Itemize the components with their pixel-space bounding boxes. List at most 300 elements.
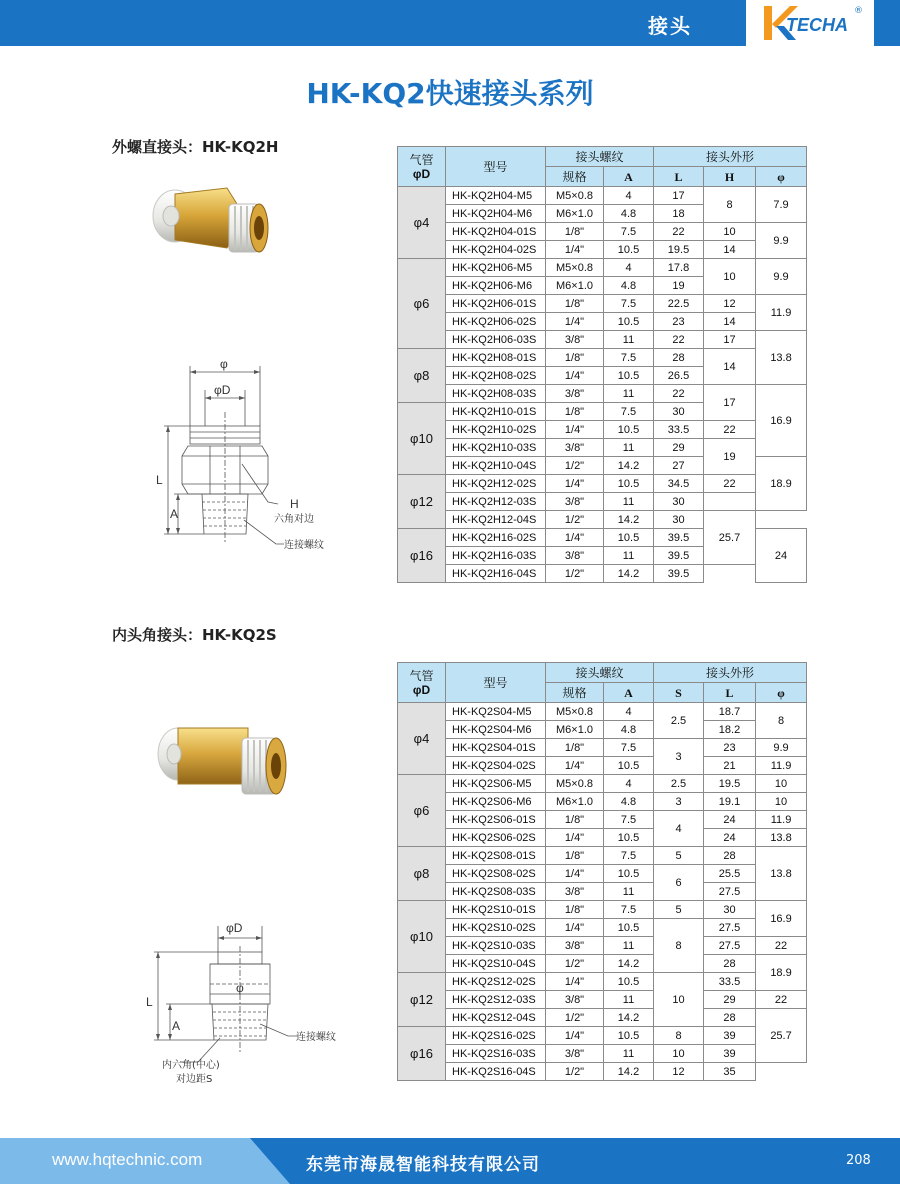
L-cell: 22 [654, 223, 704, 241]
A-cell: 11 [604, 1045, 654, 1063]
L-cell: 18.2 [704, 721, 756, 739]
L-cell: 19.5 [704, 775, 756, 793]
phi-cell: 16.9 [756, 385, 807, 457]
thread-spec-cell: 1/2" [546, 511, 604, 529]
model-cell: HK-KQ2S04-01S [446, 739, 546, 757]
table-row [398, 421, 807, 439]
S-cell: 2.5 [654, 775, 704, 793]
H-cell: 10 [704, 223, 756, 241]
dim2-phiD-label: φD [226, 921, 243, 935]
phi-cell: 9.9 [756, 259, 807, 295]
kq2s-product-photo [150, 710, 300, 820]
model-cell: HK-KQ2S04-02S [446, 757, 546, 775]
L-cell: 24 [704, 811, 756, 829]
tube-size-cell: φ10 [398, 403, 446, 475]
table-row [398, 919, 807, 937]
model-cell: HK-KQ2H08-03S [446, 385, 546, 403]
thread-spec-cell: M6×1.0 [546, 793, 604, 811]
table-row [398, 223, 807, 241]
model-cell: HK-KQ2H16-03S [446, 547, 546, 565]
L-cell: 30 [654, 493, 704, 511]
S-cell: 3 [654, 793, 704, 811]
A-cell: 11 [604, 547, 654, 565]
dim-L-label: L [156, 473, 163, 487]
header-size [398, 147, 446, 187]
table-row [398, 955, 807, 973]
A-cell: 11 [604, 493, 654, 511]
L-cell: 22 [654, 385, 704, 403]
A-cell: 14.2 [604, 955, 654, 973]
table-row [398, 187, 807, 205]
phi-cell: 18.9 [756, 457, 807, 511]
model-cell: HK-KQ2H10-04S [446, 457, 546, 475]
thread-spec-cell: M5×0.8 [546, 187, 604, 205]
L-cell: 27 [654, 457, 704, 475]
table-row [398, 775, 807, 793]
model-cell: HK-KQ2H10-03S [446, 439, 546, 457]
model-cell: HK-KQ2S04-M5 [446, 703, 546, 721]
S-cell: 8 [654, 919, 704, 973]
header-spec: 规格 [546, 167, 604, 187]
L-cell: 28 [654, 349, 704, 367]
model-cell: HK-KQ2H04-01S [446, 223, 546, 241]
table-row [398, 703, 807, 721]
phi-cell: 16.9 [756, 901, 807, 937]
H-cell: 24 [756, 529, 807, 583]
A-cell: 10.5 [604, 529, 654, 547]
table-row [398, 493, 807, 511]
hex-label: 六角对边 [274, 514, 314, 525]
phi-cell: 22 [756, 937, 807, 955]
L-cell: 30 [654, 403, 704, 421]
phi-cell: 13.8 [756, 829, 807, 847]
logo-text: TECHA [786, 15, 848, 35]
model-cell: HK-KQ2S06-M6 [446, 793, 546, 811]
tube-size-cell: φ12 [398, 973, 446, 1027]
header-size-bottom: φD [412, 682, 431, 697]
header-tail [874, 0, 900, 46]
A-cell: 10.5 [604, 865, 654, 883]
model-cell: HK-KQ2S08-02S [446, 865, 546, 883]
model-cell: HK-KQ2H10-01S [446, 403, 546, 421]
phi-cell: 13.8 [756, 847, 807, 901]
thread-spec-cell: 1/8" [546, 811, 604, 829]
H-cell: 17 [704, 331, 756, 349]
L-cell: 28 [704, 1009, 756, 1027]
A-cell: 14.2 [604, 1063, 654, 1081]
table-row [398, 847, 807, 865]
thread-spec-cell: 3/8" [546, 991, 604, 1009]
H-cell: 8 [704, 187, 756, 223]
dim-phi-label: φ [220, 357, 228, 371]
L-cell: 27.5 [704, 919, 756, 937]
kq2s-spec-table [397, 662, 807, 1081]
H-cell: 14 [704, 349, 756, 385]
tube-size-cell: φ4 [398, 703, 446, 775]
thread-spec-cell: 3/8" [546, 439, 604, 457]
model-cell: HK-KQ2S16-04S [446, 1063, 546, 1081]
A-cell: 10.5 [604, 421, 654, 439]
table-row [398, 511, 807, 529]
H-cell: 12 [704, 295, 756, 313]
L-cell: 35 [704, 1063, 756, 1081]
L-cell: 26.5 [654, 367, 704, 385]
tube-size-cell: φ6 [398, 775, 446, 847]
L-cell: 24 [704, 829, 756, 847]
thread-spec-cell: M6×1.0 [546, 205, 604, 223]
S-cell: 4 [654, 811, 704, 847]
phi-cell: 25.7 [704, 511, 756, 565]
A-cell: 10.5 [604, 475, 654, 493]
page-title: HK-KQ2快速接头系列 [306, 77, 594, 110]
model-cell: HK-KQ2H06-M6 [446, 277, 546, 295]
thread-spec-cell: 1/8" [546, 295, 604, 313]
phi-cell: 11.9 [756, 811, 807, 829]
L-cell: 39.5 [654, 529, 704, 547]
model-cell: HK-KQ2H16-04S [446, 565, 546, 583]
dim-phiD-label: φD [214, 383, 231, 397]
phi-cell: 10 [756, 793, 807, 811]
L-cell: 22 [654, 331, 704, 349]
table-row [398, 295, 807, 313]
thread-spec-cell: M5×0.8 [546, 259, 604, 277]
thread-spec-cell: 1/4" [546, 367, 604, 385]
S-cell: 3 [654, 739, 704, 775]
section-label-kq2s: 内头角接头：HK-KQ2S [112, 626, 277, 644]
A-cell: 7.5 [604, 739, 654, 757]
tube-size-cell: φ16 [398, 529, 446, 583]
table-row [398, 349, 807, 367]
L-cell: 39 [704, 1027, 756, 1045]
phi-cell: 10 [756, 775, 807, 793]
model-cell: HK-KQ2S16-03S [446, 1045, 546, 1063]
A-cell: 7.5 [604, 901, 654, 919]
thread-spec-cell: 1/8" [546, 349, 604, 367]
thread-spec-cell: 1/4" [546, 829, 604, 847]
A-cell: 14.2 [604, 511, 654, 529]
table-row [398, 739, 807, 757]
thread-spec-cell: 1/8" [546, 847, 604, 865]
L-cell: 19 [654, 277, 704, 295]
H-cell: 14 [704, 313, 756, 331]
model-cell: HK-KQ2H08-01S [446, 349, 546, 367]
model-cell: HK-KQ2H06-02S [446, 313, 546, 331]
A-cell: 7.5 [604, 847, 654, 865]
model-cell: HK-KQ2H10-02S [446, 421, 546, 439]
phi-cell: 11.9 [756, 757, 807, 775]
S-cell: 2.5 [654, 703, 704, 739]
header-model: 型号 [446, 663, 546, 703]
thread-spec-cell: M5×0.8 [546, 703, 604, 721]
L-cell: 23 [704, 739, 756, 757]
model-cell: HK-KQ2S04-M6 [446, 721, 546, 739]
A-cell: 10.5 [604, 313, 654, 331]
A-cell: 10.5 [604, 757, 654, 775]
kq2h-product-photo [145, 178, 285, 278]
model-cell: HK-KQ2S06-01S [446, 811, 546, 829]
thread-spec-cell: 3/8" [546, 883, 604, 901]
table-row [398, 757, 807, 775]
A-cell: 7.5 [604, 295, 654, 313]
model-cell: HK-KQ2S08-01S [446, 847, 546, 865]
H-cell: 19 [704, 439, 756, 475]
model-cell: HK-KQ2H06-03S [446, 331, 546, 349]
A-cell: 11 [604, 883, 654, 901]
A-cell: 10.5 [604, 1027, 654, 1045]
A-cell: 14.2 [604, 1009, 654, 1027]
L-cell: 29 [654, 439, 704, 457]
H-cell: 17 [704, 385, 756, 421]
A-cell: 4.8 [604, 793, 654, 811]
table-row [398, 1063, 807, 1081]
H-cell: 14 [704, 241, 756, 259]
phi-cell: 9.9 [756, 739, 807, 757]
L-cell: 19.5 [654, 241, 704, 259]
thread-spec-cell: 1/8" [546, 403, 604, 421]
L-cell: 23 [654, 313, 704, 331]
header-size-top: 气管 [409, 152, 434, 167]
L-cell: 33.5 [704, 973, 756, 991]
dim-A-label: A [170, 507, 179, 521]
thread-spec-cell: 1/2" [546, 1063, 604, 1081]
phi-cell: 7.9 [756, 187, 807, 223]
S-cell: 10 [654, 1045, 704, 1063]
model-cell: HK-KQ2H06-01S [446, 295, 546, 313]
footer-url[interactable]: www.hqtechnic.com [52, 1150, 203, 1169]
thread-spec-cell: 1/4" [546, 757, 604, 775]
L-cell: 25.5 [704, 865, 756, 883]
L-cell: 39.5 [654, 565, 704, 583]
thread-spec-cell: 3/8" [546, 937, 604, 955]
L-cell: 34.5 [654, 475, 704, 493]
H-cell: 22 [704, 475, 756, 493]
A-cell: 10.5 [604, 241, 654, 259]
thread-spec-cell: M6×1.0 [546, 721, 604, 739]
kq2h-spec-table [397, 146, 807, 583]
table-row [398, 901, 807, 919]
header-H: H [704, 167, 756, 187]
thread-spec-cell: 1/8" [546, 739, 604, 757]
A-cell: 4 [604, 775, 654, 793]
page-number: 208 [846, 1153, 871, 1168]
phi-cell: 13.8 [756, 331, 807, 385]
thread-spec-cell: 1/4" [546, 421, 604, 439]
phi-cell: 9.9 [756, 223, 807, 259]
model-cell: HK-KQ2H04-02S [446, 241, 546, 259]
table-row [398, 1045, 807, 1063]
L-cell: 30 [654, 511, 704, 529]
A-cell: 11 [604, 331, 654, 349]
A-cell: 4.8 [604, 277, 654, 295]
thread-spec-cell: 1/2" [546, 565, 604, 583]
table-row [398, 313, 807, 331]
table-row [398, 331, 807, 349]
thread-spec-cell: 1/4" [546, 475, 604, 493]
L-cell: 19.1 [704, 793, 756, 811]
tube-size-cell: φ8 [398, 847, 446, 901]
A-cell: 14.2 [604, 457, 654, 475]
header-phi: φ [756, 167, 807, 187]
header-size-bottom: φD [412, 166, 431, 181]
tube-size-cell: φ12 [398, 475, 446, 529]
thread-spec-cell: 1/4" [546, 529, 604, 547]
table-row [398, 565, 807, 583]
S-cell: 12 [654, 1063, 704, 1081]
thread-label: 连接螺纹 [284, 540, 324, 551]
tube-size-cell: φ16 [398, 1027, 446, 1081]
A-cell: 11 [604, 991, 654, 1009]
table-row [398, 721, 807, 739]
model-cell: HK-KQ2H12-03S [446, 493, 546, 511]
model-cell: HK-KQ2H12-04S [446, 511, 546, 529]
A-cell: 7.5 [604, 811, 654, 829]
A-cell: 11 [604, 937, 654, 955]
table-row [398, 439, 807, 457]
table-row [398, 385, 807, 403]
footer-margin [0, 1184, 900, 1197]
table-row [398, 973, 807, 991]
table-row [398, 829, 807, 847]
L-cell: 22.5 [654, 295, 704, 313]
L-cell: 29 [704, 991, 756, 1009]
model-cell: HK-KQ2S06-02S [446, 829, 546, 847]
A-cell: 7.5 [604, 223, 654, 241]
model-cell: HK-KQ2H12-02S [446, 475, 546, 493]
table-row [398, 991, 807, 1009]
table-row [398, 259, 807, 277]
dim-H-label: H [290, 497, 299, 511]
L-cell: 18.7 [704, 703, 756, 721]
kq2s-dimension-drawing [140, 912, 360, 1092]
thread-spec-cell: 1/4" [546, 865, 604, 883]
thread-spec-cell: 3/8" [546, 331, 604, 349]
A-cell: 14.2 [604, 565, 654, 583]
model-cell: HK-KQ2S08-03S [446, 883, 546, 901]
kq2h-dimension-drawing [150, 352, 350, 562]
S-cell: 8 [654, 1027, 704, 1045]
H-cell: 22 [704, 421, 756, 439]
phi-cell: 8 [756, 703, 807, 739]
L-cell: 28 [704, 955, 756, 973]
S-cell: 5 [654, 901, 704, 919]
model-cell: HK-KQ2S10-03S [446, 937, 546, 955]
A-cell: 10.5 [604, 829, 654, 847]
table-row [398, 865, 807, 883]
header-A: A [604, 167, 654, 187]
model-cell: HK-KQ2H06-M5 [446, 259, 546, 277]
hex2-label-1: 内六角(中心) [162, 1060, 220, 1071]
thread-spec-cell: 1/2" [546, 955, 604, 973]
tube-size-cell: φ8 [398, 349, 446, 403]
A-cell: 4 [604, 187, 654, 205]
section-label-kq2h: 外螺直接头：HK-KQ2H [112, 138, 279, 156]
table-row [398, 475, 807, 493]
L-cell: 17 [654, 187, 704, 205]
header-thread: 接头螺纹 [546, 663, 654, 683]
header-shape: 接头外形 [654, 147, 807, 167]
thread-spec-cell: 1/4" [546, 973, 604, 991]
model-cell: HK-KQ2S10-01S [446, 901, 546, 919]
A-cell: 7.5 [604, 403, 654, 421]
table-row [398, 1027, 807, 1045]
L-cell: 33.5 [654, 421, 704, 439]
A-cell: 4 [604, 259, 654, 277]
tube-size-cell: φ6 [398, 259, 446, 349]
model-cell: HK-KQ2S12-04S [446, 1009, 546, 1027]
A-cell: 10.5 [604, 919, 654, 937]
header-spec: 规格 [546, 683, 604, 703]
thread-spec-cell: M6×1.0 [546, 277, 604, 295]
table-row [398, 1009, 807, 1027]
dim2-phi-label: φ [236, 981, 244, 995]
L-cell: 18 [654, 205, 704, 223]
thread-spec-cell: 3/8" [546, 493, 604, 511]
A-cell: 4 [604, 703, 654, 721]
model-cell: HK-KQ2S16-02S [446, 1027, 546, 1045]
A-cell: 4.8 [604, 721, 654, 739]
brand-logo [746, 0, 874, 46]
hex2-label-2: 对边距S [176, 1074, 213, 1085]
header-L: L [704, 683, 756, 703]
table-row [398, 883, 807, 901]
A-cell: 11 [604, 439, 654, 457]
model-cell: HK-KQ2H08-02S [446, 367, 546, 385]
thread2-label: 连接螺纹 [296, 1032, 336, 1043]
S-cell: 6 [654, 865, 704, 901]
A-cell: 11 [604, 385, 654, 403]
phi-cell: 25.7 [756, 1009, 807, 1063]
header-A: A [604, 683, 654, 703]
header-model: 型号 [446, 147, 546, 187]
model-cell: HK-KQ2H16-02S [446, 529, 546, 547]
A-cell: 10.5 [604, 973, 654, 991]
A-cell: 7.5 [604, 349, 654, 367]
L-cell: 28 [704, 847, 756, 865]
header-category: 接头 [648, 14, 692, 38]
table-row [398, 811, 807, 829]
phi-cell: 22 [756, 991, 807, 1009]
phi-cell: 11.9 [756, 295, 807, 331]
thread-spec-cell: 3/8" [546, 385, 604, 403]
thread-spec-cell: 1/4" [546, 919, 604, 937]
header-size [398, 663, 446, 703]
table-row [398, 793, 807, 811]
H-cell: 10 [704, 259, 756, 295]
thread-spec-cell: 1/8" [546, 901, 604, 919]
S-cell: 10 [654, 973, 704, 1027]
phi-cell: 18.9 [756, 955, 807, 991]
L-cell: 17.8 [654, 259, 704, 277]
tube-size-cell: φ4 [398, 187, 446, 259]
L-cell: 39.5 [654, 547, 704, 565]
dim2-A-label: A [172, 1019, 181, 1033]
model-cell: HK-KQ2H04-M5 [446, 187, 546, 205]
thread-spec-cell: 3/8" [546, 547, 604, 565]
header-size-top: 气管 [409, 668, 434, 683]
registered-mark: ® [854, 6, 863, 16]
A-cell: 4.8 [604, 205, 654, 223]
A-cell: 10.5 [604, 367, 654, 385]
thread-spec-cell: M5×0.8 [546, 775, 604, 793]
thread-spec-cell: 1/4" [546, 313, 604, 331]
header-shape: 接头外形 [654, 663, 807, 683]
header-thread: 接头螺纹 [546, 147, 654, 167]
thread-spec-cell: 3/8" [546, 1045, 604, 1063]
S-cell: 5 [654, 847, 704, 865]
model-cell: HK-KQ2S10-02S [446, 919, 546, 937]
dim2-L-label: L [146, 995, 153, 1009]
model-cell: HK-KQ2S10-04S [446, 955, 546, 973]
